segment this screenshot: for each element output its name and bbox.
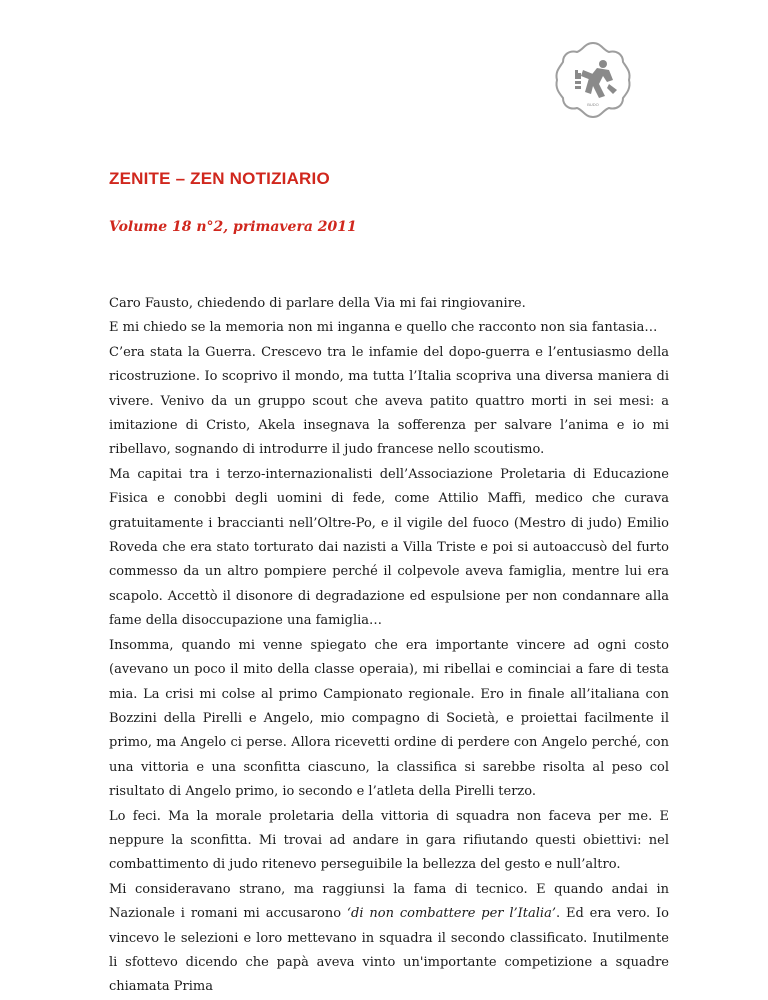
paragraph: Lo feci. Ma la morale proletaria della vittoria di squadra non faceva per me. E neppure la sconfitta. Mi trovai ad andare in gara rifiutando questi obiettivi: nel combattimento di judo ritenevo perseguibile la bellezza del gesto e null’altro. [109,808,669,873]
quote: ‘di non combattere per l’Italia’ [346,906,556,922]
article-body [109,292,669,1000]
judo-club-logo-icon [553,40,633,120]
paragraph: E mi chiedo se la memoria non mi inganna e quello che racconto non sia fantasia… [109,320,658,336]
paragraph: Ma capitai tra i terzo-internazionalisti dell’Associazione Proletaria di Educazione Fisica e conobbi degli uomini di fede, come Attilio Maffi, medico che curava gratuitamente i braccianti nell’Oltre-Po, e il vigile del fuoco (Mestro di judo) Emilio Roveda che era stato torturato dai nazisti a Villa Triste e poi si autoaccusò del furto commesso da un altro pompiere perché il colpevole aveva famiglia, mentre lui era scapolo. Accettò il disonore di degradazione ed espulsione per non condannare alla fame della disoccupazione una famiglia… [109,466,669,629]
paragraph: C’era stata la Guerra. Crescevo tra le infamie del dopo-guerra e l’entusiasmo della ricostruzione. Io scoprivo il mondo, ma tutta l’Italia scopriva una diversa maniera di vivere. Venivo da un gruppo scout che aveva patito quattro morti in sei mesi: a imitazione di Cristo, Akela insegnava la sofferenza per salvare l’anima e io mi ribellavo, sognando di introdurre il judo francese nello scoutismo. [109,344,669,458]
logo-text: BUDO [587,102,599,107]
paragraph: Mi consideravano strano, ma raggiunsi la fama di tecnico. E quando andai in Nazionale i romani mi accusarono ‘di non combattere per l’Italia’. Ed era vero. Io vincevo le selezioni e loro mettevano in squadra il secondo classificato. Inutilmente li sfottevo dicendo che papà aveva vinto un'importante competizione a squadre chiamata Prima [109,881,669,995]
paragraph: Insomma, quando mi venne spiegato che era importante vincere ad ogni costo (avevano un poco il mito della classe operaia), mi ribellai e cominciai a fare di testa mia. La crisi mi colse al primo Campionato regionale. Ero in finale all’italiana con Bozzini della Pirelli e Angelo, mio compagno di Società, e proiettai facilmente il primo, ma Angelo ci perse. Allora ricevetti ordine di perdere con Angelo perché, con una vittoria e una sconfitta ciascuno, la classifica si sarebbe risolta al peso col risultato di Angelo primo, io secondo e l’atleta della Pirelli terzo. [109,637,669,800]
newsletter-issue: Volume 18 n°2, primavera 2011 [109,219,357,235]
newsletter-title: ZENITE – ZEN NOTIZIARIO [109,169,330,188]
paragraph: Caro Fausto, chiedendo di parlare della Via mi fai ringiovanire. [109,296,526,311]
